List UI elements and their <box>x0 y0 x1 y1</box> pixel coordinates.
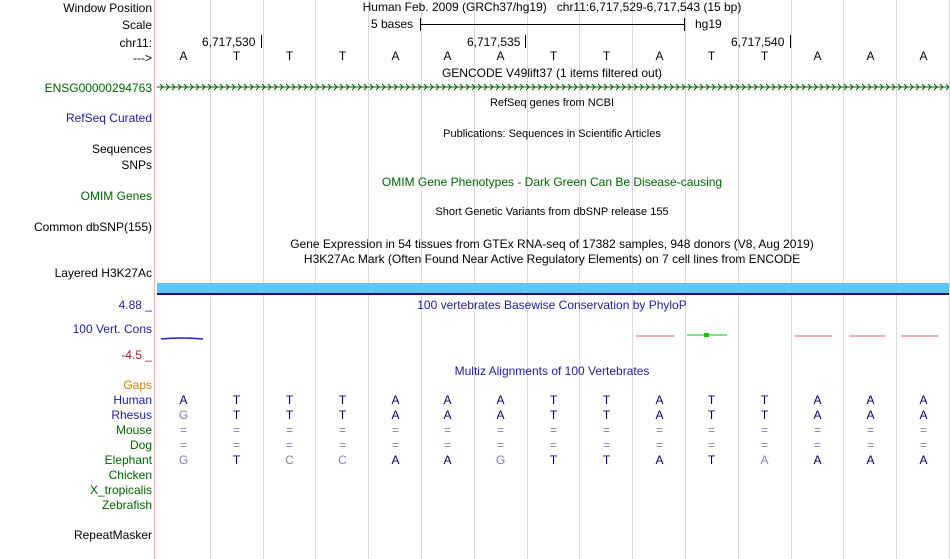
gene-model-strand-arrows[interactable] <box>157 81 949 93</box>
alignment-base: A <box>919 453 928 467</box>
alignment-base: A <box>813 408 822 422</box>
omim-genes-label[interactable]: OMIM Genes <box>80 189 152 203</box>
vert-cons-label[interactable]: 100 Vert. Cons <box>72 322 152 336</box>
alignment-base: C <box>338 453 347 467</box>
alignment-base: A <box>391 453 400 467</box>
alignment-base: = <box>760 438 768 452</box>
alignment-base: T <box>602 453 611 467</box>
alignment-base: A <box>866 453 875 467</box>
alignment-base: = <box>496 438 504 452</box>
dbsnp-track-title[interactable]: Short Genetic Variants from dbSNP release 155 <box>435 206 669 218</box>
species-label[interactable]: Rhesus <box>111 408 152 422</box>
sequences-label[interactable]: Sequences <box>91 142 152 156</box>
scale-text: 5 bases <box>371 17 414 31</box>
alignment-base: = <box>391 423 399 437</box>
reference-base: T <box>338 49 347 63</box>
common-dbsnp-label[interactable]: Common dbSNP(155) <box>33 220 152 234</box>
alignment-base: T <box>602 393 611 407</box>
gtex-track-title[interactable]: Gene Expression in 54 tissues from GTEx RNA-seq of 17382 samples, 948 donors (V8, Aug 2019) <box>290 237 814 251</box>
gene-id-label[interactable]: ENSG00000294763 <box>44 81 152 95</box>
reference-base: T <box>707 49 716 63</box>
cons-min-label: -4.5 _ <box>121 348 152 362</box>
coord-label: 6,717,540 <box>731 35 785 49</box>
alignment-base: T <box>232 393 241 407</box>
h3k27ac-signal-bar[interactable] <box>157 283 949 293</box>
alignment-base: = <box>655 423 663 437</box>
coord-label: 6,717,530 <box>202 35 256 49</box>
alignment-base: G <box>178 453 189 467</box>
coord-label: 6,717,535 <box>467 35 521 49</box>
alignment-base: T <box>707 408 716 422</box>
cons-max-label: 4.88 _ <box>118 298 152 312</box>
alignment-base: = <box>919 438 927 452</box>
alignment-base: A <box>760 453 769 467</box>
alignment-base: = <box>813 438 821 452</box>
alignment-base: = <box>602 423 610 437</box>
alignment-base: A <box>813 393 822 407</box>
species-label[interactable]: Human <box>113 393 152 407</box>
alignment-base: T <box>285 393 294 407</box>
h3k27ac-track-title[interactable]: H3K27Ac Mark (Often Found Near Active Regulatory Elements) on 7 cell lines from ENCODE <box>303 252 801 266</box>
gencode-track-title[interactable]: GENCODE V49lift37 (1 items filtered out) <box>441 66 663 80</box>
reference-base: A <box>179 49 188 63</box>
alignment-base: A <box>443 393 452 407</box>
layered-h3k27ac-label[interactable]: Layered H3K27Ac <box>54 266 152 280</box>
alignment-base: = <box>866 438 874 452</box>
alignment-base: G <box>495 453 506 467</box>
alignment-base: = <box>655 438 663 452</box>
reference-base: A <box>919 49 928 63</box>
alignment-base: T <box>760 408 769 422</box>
alignment-base: T <box>338 393 347 407</box>
snps-label[interactable]: SNPs <box>121 158 152 172</box>
alignment-base: = <box>602 438 610 452</box>
alignment-base: = <box>232 438 240 452</box>
alignment-base: = <box>285 423 293 437</box>
alignment-base: A <box>655 453 664 467</box>
refseq-curated-label[interactable]: RefSeq Curated <box>65 111 152 125</box>
phylop-track-title[interactable]: 100 vertebrates Basewise Conservation by PhyloP <box>417 298 687 312</box>
alignment-base: = <box>707 438 715 452</box>
alignment-base: T <box>602 408 611 422</box>
alignment-base: T <box>707 393 716 407</box>
scale-bar <box>420 24 684 25</box>
alignment-base: = <box>443 423 451 437</box>
h3k27ac-signal-baseline <box>157 293 949 295</box>
reference-base: A <box>496 49 505 63</box>
alignment-base: A <box>866 408 875 422</box>
alignment-base: T <box>549 408 558 422</box>
alignment-base: = <box>496 423 504 437</box>
window-position-text <box>363 0 742 14</box>
repeatmasker-label[interactable]: RepeatMasker <box>73 528 152 542</box>
scale-bar-right-tick <box>684 18 685 31</box>
alignment-base: = <box>338 423 346 437</box>
alignment-base: G <box>178 408 189 422</box>
alignment-base: T <box>549 453 558 467</box>
alignment-base: A <box>919 408 928 422</box>
alignment-base: = <box>707 423 715 437</box>
label-column-separator <box>154 0 155 559</box>
alignment-base: T <box>232 408 241 422</box>
alignment-base: A <box>655 393 664 407</box>
alignment-base: = <box>549 423 557 437</box>
alignment-base: T <box>232 453 241 467</box>
alignment-base: T <box>707 453 716 467</box>
scale-label[interactable]: Scale <box>121 18 152 32</box>
alignment-base: C <box>285 453 294 467</box>
publications-track-title[interactable]: Publications: Sequences in Scientific Articles <box>443 128 661 140</box>
alignment-base: A <box>443 408 452 422</box>
alignment-base: = <box>866 423 874 437</box>
alignment-base: = <box>232 423 240 437</box>
alignment-base: T <box>285 408 294 422</box>
strand-arrow-label[interactable]: ---> <box>133 51 152 65</box>
species-label[interactable]: Dog <box>129 438 152 452</box>
assembly-db: hg19 <box>695 17 722 31</box>
alignment-base: A <box>391 393 400 407</box>
alignment-base: A <box>496 393 505 407</box>
multiz-track-title[interactable]: Multiz Alignments of 100 Vertebrates <box>454 364 650 378</box>
alignment-base: A <box>391 408 400 422</box>
coord-tick <box>261 35 262 48</box>
alignment-base: = <box>443 438 451 452</box>
alignment-base: A <box>443 453 452 467</box>
reference-base: T <box>602 49 611 63</box>
coord-tick <box>790 35 791 48</box>
species-label[interactable]: Chicken <box>108 468 152 482</box>
alignment-base: A <box>866 393 875 407</box>
window-position-label[interactable]: Window Position <box>63 1 152 15</box>
alignment-base: = <box>179 423 187 437</box>
refseq-track-title[interactable]: RefSeq genes from NCBI <box>489 97 615 109</box>
gaps-label[interactable]: Gaps <box>123 378 152 392</box>
alignment-base: T <box>549 393 558 407</box>
coord-tick <box>525 35 526 48</box>
species-label[interactable]: Mouse <box>115 423 152 437</box>
alignment-base: A <box>919 393 928 407</box>
genomic-position: chr11:6,717,529-6,717,543 (15 bp) <box>556 0 742 14</box>
reference-base: T <box>760 49 769 63</box>
alignment-base: T <box>760 393 769 407</box>
reference-base: A <box>391 49 400 63</box>
species-label[interactable]: X_tropicalis <box>89 483 152 497</box>
alignment-base: A <box>813 453 822 467</box>
reference-base: A <box>866 49 875 63</box>
alignment-base: = <box>813 423 821 437</box>
reference-base: T <box>232 49 241 63</box>
species-label[interactable]: Zebrafish <box>101 498 152 512</box>
alignment-base: A <box>655 408 664 422</box>
alignment-base: = <box>919 423 927 437</box>
reference-base: A <box>655 49 664 63</box>
reference-base: A <box>443 49 452 63</box>
reference-base: T <box>549 49 558 63</box>
alignment-base: = <box>338 438 346 452</box>
alignment-base: = <box>179 438 187 452</box>
alignment-base: = <box>549 438 557 452</box>
chromosome-label[interactable]: chr11: <box>119 36 152 50</box>
reference-base: A <box>813 49 822 63</box>
assembly-name: Human Feb. 2009 (GRCh37/hg19) <box>362 0 547 14</box>
alignment-base: = <box>760 423 768 437</box>
alignment-base: A <box>496 408 505 422</box>
reference-base: T <box>285 49 294 63</box>
alignment-base: T <box>338 408 347 422</box>
alignment-base: = <box>391 438 399 452</box>
alignment-base: A <box>179 393 188 407</box>
alignment-base: = <box>285 438 293 452</box>
omim-track-title[interactable]: OMIM Gene Phenotypes - Dark Green Can Be Disease-causing <box>381 175 723 189</box>
phylop-conservation-plot[interactable] <box>155 325 950 347</box>
species-label[interactable]: Elephant <box>104 453 152 467</box>
